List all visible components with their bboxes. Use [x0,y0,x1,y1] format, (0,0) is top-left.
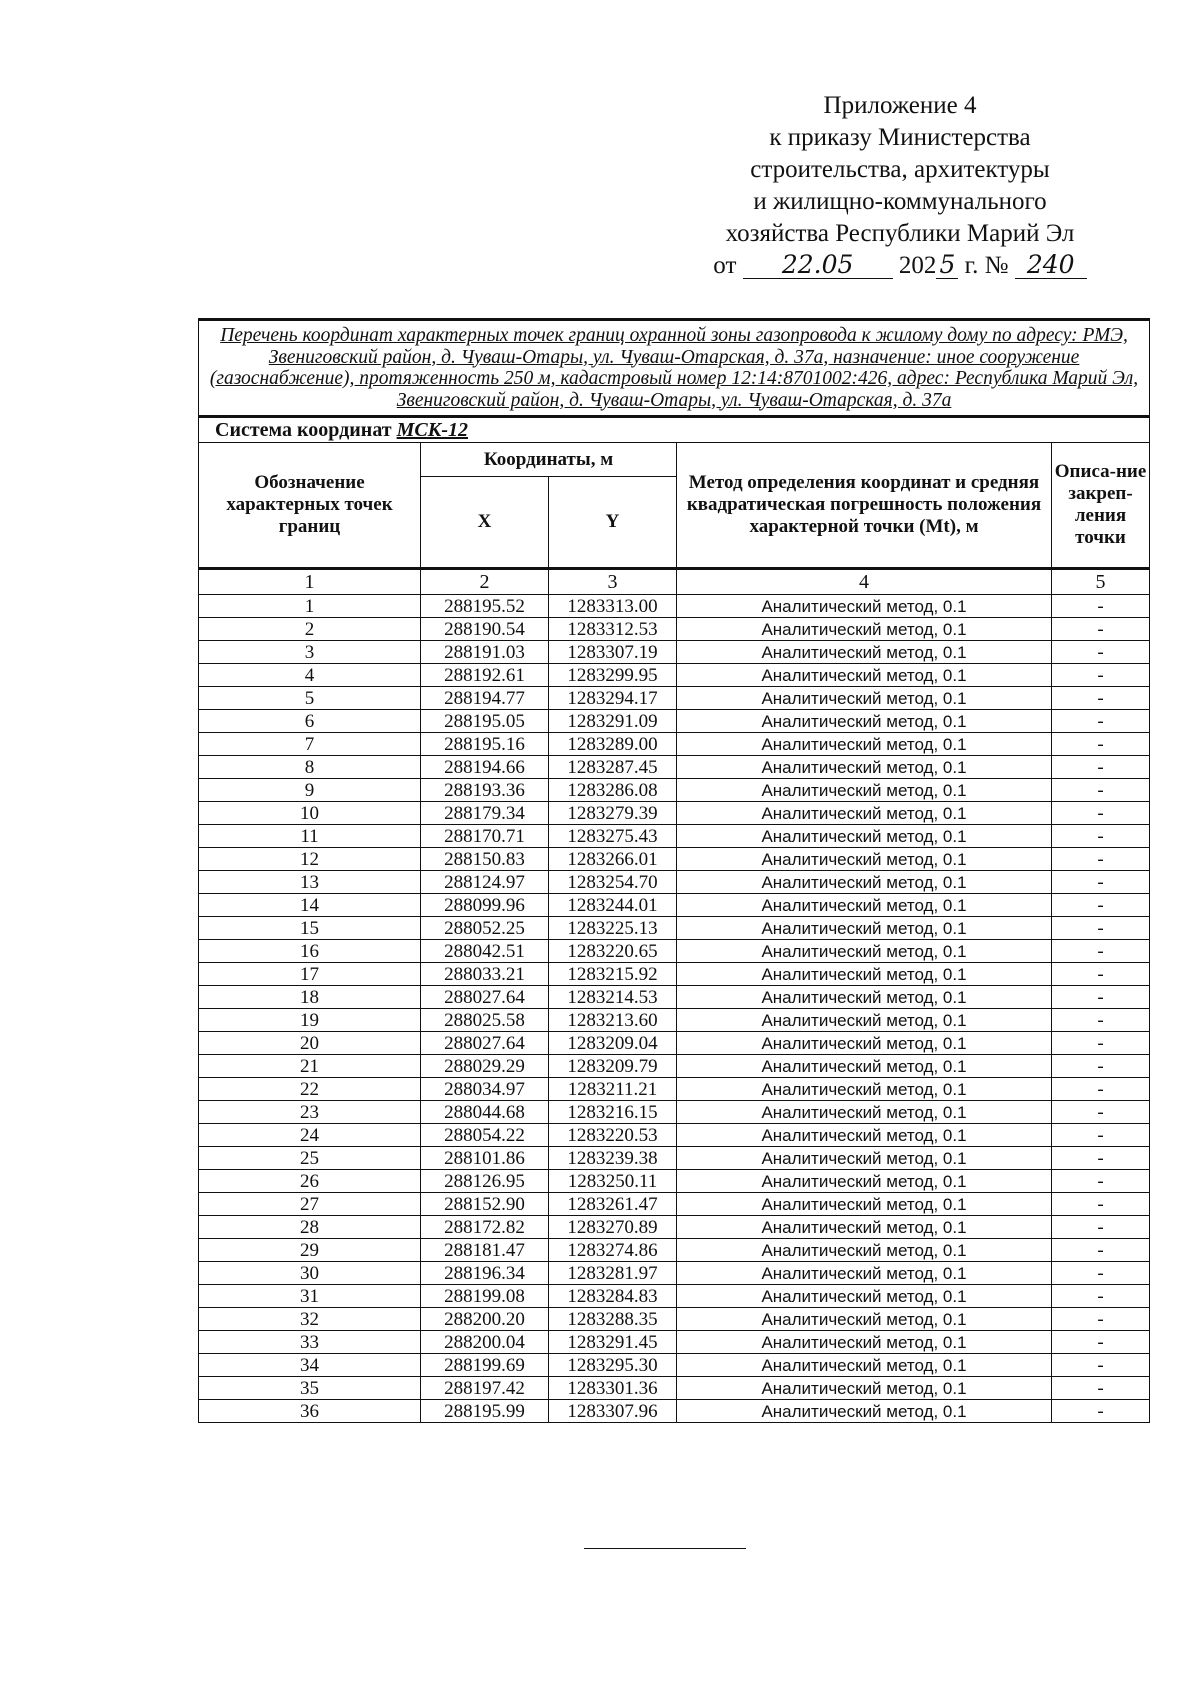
point-number-cell: 5 [199,687,421,710]
method-cell: Аналитический метод, 0.1 [677,595,1052,618]
method-cell: Аналитический метод, 0.1 [677,1239,1052,1262]
y-coordinate-cell: 1283213.60 [549,1009,677,1032]
x-coordinate-cell: 288029.29 [421,1055,549,1078]
description-cell: - [1052,1400,1150,1423]
method-cell: Аналитический метод, 0.1 [677,986,1052,1009]
y-coordinate-cell: 1283312.53 [549,618,677,641]
method-cell: Аналитический метод, 0.1 [677,1262,1052,1285]
x-coordinate-cell: 288193.36 [421,779,549,802]
x-coordinate-cell: 288200.04 [421,1331,549,1354]
point-number-cell: 6 [199,710,421,733]
description-cell: - [1052,1285,1150,1308]
coordinates-table [198,318,1150,1423]
x-coordinate-cell: 288199.69 [421,1354,549,1377]
description-cell: - [1052,1377,1150,1400]
header-point: Обозначение характерных точек границ [199,443,421,569]
method-cell: Аналитический метод, 0.1 [677,687,1052,710]
table-row [199,917,1150,940]
point-number-cell: 18 [199,986,421,1009]
method-cell: Аналитический метод, 0.1 [677,802,1052,825]
description-cell: - [1052,1354,1150,1377]
handwritten-year-digit: 5 [936,252,958,279]
x-coordinate-cell: 288126.95 [421,1170,549,1193]
method-cell: Аналитический метод, 0.1 [677,779,1052,802]
column-number: 1 [199,569,421,595]
method-cell: Аналитический метод, 0.1 [677,618,1052,641]
description-cell: - [1052,710,1150,733]
method-cell: Аналитический метод, 0.1 [677,1055,1052,1078]
column-number-row [199,569,1150,595]
column-number: 4 [677,569,1052,595]
table-row [199,871,1150,894]
point-number-cell: 29 [199,1239,421,1262]
description-cell: - [1052,1308,1150,1331]
description-cell: - [1052,687,1150,710]
table-row [199,986,1150,1009]
y-coordinate-cell: 1283220.65 [549,940,677,963]
description-cell: - [1052,595,1150,618]
point-number-cell: 31 [199,1285,421,1308]
description-cell: - [1052,1055,1150,1078]
method-cell: Аналитический метод, 0.1 [677,1193,1052,1216]
y-coordinate-cell: 1283301.36 [549,1377,677,1400]
description-cell: - [1052,1216,1150,1239]
description-cell: - [1052,756,1150,779]
description-cell: - [1052,940,1150,963]
column-number: 3 [549,569,677,595]
date-prefix: от [713,252,737,279]
header-line: Приложение 4 [823,92,977,119]
method-cell: Аналитический метод, 0.1 [677,1285,1052,1308]
point-number-cell: 24 [199,1124,421,1147]
footer-divider [584,1548,746,1549]
x-coordinate-cell: 288034.97 [421,1078,549,1101]
x-coordinate-cell: 288194.66 [421,756,549,779]
method-cell: Аналитический метод, 0.1 [677,1308,1052,1331]
header-x: X [421,477,549,569]
table-row [199,802,1150,825]
method-cell: Аналитический метод, 0.1 [677,1124,1052,1147]
point-number-cell: 4 [199,664,421,687]
point-number-cell: 1 [199,595,421,618]
header-coordinates: Координаты, м [421,443,677,477]
coordinate-system-label: Система координат [215,419,392,441]
header-line: строительства, архитектуры [750,156,1050,183]
document-header [640,90,1160,282]
order-date-line [640,250,1160,282]
method-cell: Аналитический метод, 0.1 [677,1400,1052,1423]
table-row [199,1216,1150,1239]
point-number-cell: 33 [199,1331,421,1354]
description-cell: - [1052,1147,1150,1170]
method-cell: Аналитический метод, 0.1 [677,756,1052,779]
y-coordinate-cell: 1283214.53 [549,986,677,1009]
x-coordinate-cell: 288179.34 [421,802,549,825]
header-line: к приказу Министерства [769,124,1031,151]
y-coordinate-cell: 1283289.00 [549,733,677,756]
y-coordinate-cell: 1283261.47 [549,1193,677,1216]
method-cell: Аналитический метод, 0.1 [677,1147,1052,1170]
x-coordinate-cell: 288200.20 [421,1308,549,1331]
handwritten-date: 22.05 [743,252,893,279]
x-coordinate-cell: 288025.58 [421,1009,549,1032]
y-coordinate-cell: 1283307.96 [549,1400,677,1423]
y-coordinate-cell: 1283295.30 [549,1354,677,1377]
description-cell: - [1052,733,1150,756]
point-number-cell: 26 [199,1170,421,1193]
y-coordinate-cell: 1283307.19 [549,641,677,664]
table-row [199,1124,1150,1147]
method-cell: Аналитический метод, 0.1 [677,1009,1052,1032]
description-cell: - [1052,1101,1150,1124]
table-row [199,687,1150,710]
x-coordinate-cell: 288033.21 [421,963,549,986]
x-coordinate-cell: 288191.03 [421,641,549,664]
description-cell: - [1052,1078,1150,1101]
y-coordinate-cell: 1283216.15 [549,1101,677,1124]
description-cell: - [1052,1239,1150,1262]
y-coordinate-cell: 1283275.43 [549,825,677,848]
point-number-cell: 36 [199,1400,421,1423]
method-cell: Аналитический метод, 0.1 [677,917,1052,940]
y-coordinate-cell: 1283294.17 [549,687,677,710]
table-row [199,940,1150,963]
y-coordinate-cell: 1283209.04 [549,1032,677,1055]
y-coordinate-cell: 1283270.89 [549,1216,677,1239]
description-cell: - [1052,917,1150,940]
x-coordinate-cell: 288195.16 [421,733,549,756]
table-row [199,641,1150,664]
table-row [199,1170,1150,1193]
point-number-cell: 32 [199,1308,421,1331]
method-cell: Аналитический метод, 0.1 [677,1032,1052,1055]
x-coordinate-cell: 288099.96 [421,894,549,917]
x-coordinate-cell: 288192.61 [421,664,549,687]
x-coordinate-cell: 288181.47 [421,1239,549,1262]
y-coordinate-cell: 1283254.70 [549,871,677,894]
description-cell: - [1052,1009,1150,1032]
x-coordinate-cell: 288172.82 [421,1216,549,1239]
table-row [199,733,1150,756]
point-number-cell: 3 [199,641,421,664]
coordinate-system-value: МСК-12 [396,419,468,441]
method-cell: Аналитический метод, 0.1 [677,1078,1052,1101]
header-description: Описа-ние закреп-ления точки [1052,443,1150,569]
x-coordinate-cell: 288195.05 [421,710,549,733]
table-row [199,1262,1150,1285]
y-coordinate-cell: 1283286.08 [549,779,677,802]
description-cell: - [1052,641,1150,664]
y-coordinate-cell: 1283299.95 [549,664,677,687]
x-coordinate-cell: 288042.51 [421,940,549,963]
table-row [199,1147,1150,1170]
method-cell: Аналитический метод, 0.1 [677,1170,1052,1193]
x-coordinate-cell: 288195.52 [421,595,549,618]
point-number-cell: 20 [199,1032,421,1055]
point-number-cell: 21 [199,1055,421,1078]
x-coordinate-cell: 288124.97 [421,871,549,894]
description-cell: - [1052,848,1150,871]
method-cell: Аналитический метод, 0.1 [677,825,1052,848]
method-cell: Аналитический метод, 0.1 [677,1101,1052,1124]
y-coordinate-cell: 1283250.11 [549,1170,677,1193]
method-cell: Аналитический метод, 0.1 [677,894,1052,917]
table-row [199,756,1150,779]
method-cell: Аналитический метод, 0.1 [677,1354,1052,1377]
handwritten-order-number: 240 [1015,252,1087,279]
method-cell: Аналитический метод, 0.1 [677,1377,1052,1400]
point-number-cell: 2 [199,618,421,641]
description-cell: - [1052,986,1150,1009]
table-row [199,1354,1150,1377]
x-coordinate-cell: 288197.42 [421,1377,549,1400]
method-cell: Аналитический метод, 0.1 [677,1216,1052,1239]
y-coordinate-cell: 1283220.53 [549,1124,677,1147]
point-number-cell: 34 [199,1354,421,1377]
description-cell: - [1052,825,1150,848]
point-number-cell: 25 [199,1147,421,1170]
table-row [199,710,1150,733]
x-coordinate-cell: 288196.34 [421,1262,549,1285]
method-cell: Аналитический метод, 0.1 [677,848,1052,871]
point-number-cell: 13 [199,871,421,894]
point-number-cell: 11 [199,825,421,848]
table-row [199,618,1150,641]
method-cell: Аналитический метод, 0.1 [677,963,1052,986]
y-coordinate-cell: 1283313.00 [549,595,677,618]
table-row [199,779,1150,802]
table-row [199,1032,1150,1055]
point-number-cell: 12 [199,848,421,871]
table-row [199,1101,1150,1124]
description-cell: - [1052,894,1150,917]
point-number-cell: 16 [199,940,421,963]
description-cell: - [1052,618,1150,641]
x-coordinate-cell: 288150.83 [421,848,549,871]
point-number-cell: 19 [199,1009,421,1032]
header-line: хозяйства Республики Марий Эл [725,220,1075,247]
table-row [199,1009,1150,1032]
table-row [199,1055,1150,1078]
number-label: г. № [964,252,1009,279]
table-row [199,1400,1150,1423]
x-coordinate-cell: 288027.64 [421,986,549,1009]
table-row [199,595,1150,618]
x-coordinate-cell: 288194.77 [421,687,549,710]
table-row [199,1193,1150,1216]
y-coordinate-cell: 1283281.97 [549,1262,677,1285]
point-number-cell: 27 [199,1193,421,1216]
description-cell: - [1052,664,1150,687]
y-coordinate-cell: 1283244.01 [549,894,677,917]
x-coordinate-cell: 288195.99 [421,1400,549,1423]
table-row [199,1331,1150,1354]
table-row [199,894,1150,917]
y-coordinate-cell: 1283215.92 [549,963,677,986]
point-number-cell: 9 [199,779,421,802]
y-coordinate-cell: 1283211.21 [549,1078,677,1101]
y-coordinate-cell: 1283239.38 [549,1147,677,1170]
y-coordinate-cell: 1283284.83 [549,1285,677,1308]
table-row [199,1308,1150,1331]
column-number: 2 [421,569,549,595]
coordinate-system [199,417,1150,443]
year-prefix: 202 [898,252,937,279]
table-row [199,664,1150,687]
method-cell: Аналитический метод, 0.1 [677,940,1052,963]
method-cell: Аналитический метод, 0.1 [677,871,1052,894]
y-coordinate-cell: 1283225.13 [549,917,677,940]
table-row [199,1078,1150,1101]
x-coordinate-cell: 288199.08 [421,1285,549,1308]
description-cell: - [1052,1032,1150,1055]
point-number-cell: 10 [199,802,421,825]
y-coordinate-cell: 1283209.79 [549,1055,677,1078]
description-cell: - [1052,963,1150,986]
x-coordinate-cell: 288170.71 [421,825,549,848]
description-cell: - [1052,1262,1150,1285]
header-method: Метод определения координат и средняя квадратическая погрешность положения характерной точки (Mt), м [677,443,1052,569]
y-coordinate-cell: 1283287.45 [549,756,677,779]
description-cell: - [1052,1193,1150,1216]
method-cell: Аналитический метод, 0.1 [677,733,1052,756]
point-number-cell: 7 [199,733,421,756]
method-cell: Аналитический метод, 0.1 [677,1331,1052,1354]
description-cell: - [1052,779,1150,802]
column-number: 5 [1052,569,1150,595]
x-coordinate-cell: 288027.64 [421,1032,549,1055]
description-cell: - [1052,1170,1150,1193]
x-coordinate-cell: 288101.86 [421,1147,549,1170]
point-number-cell: 22 [199,1078,421,1101]
description-cell: - [1052,1331,1150,1354]
description-cell: - [1052,871,1150,894]
point-number-cell: 28 [199,1216,421,1239]
description-cell: - [1052,802,1150,825]
method-cell: Аналитический метод, 0.1 [677,710,1052,733]
method-cell: Аналитический метод, 0.1 [677,641,1052,664]
table-title: Перечень координат характерных точек границ охранной зоны газопровода к жилому дому по адресу: РМЭ, Звениговский район, д. Чуваш-Отары, ул. Чуваш-Отарская, д. 37а, назначение: иное сооружение (газоснабжение), протяженность 250 м, кадастровый номер 12:14:8701002:426, адрес: Республика Марий Эл, Звениговский район, д. Чуваш-Отары, ул. Чуваш-Отарская, д. 37а [199,320,1150,417]
table-row [199,1239,1150,1262]
description-cell: - [1052,1124,1150,1147]
header-line: и жилищно-коммунального [753,188,1047,215]
table-row [199,1285,1150,1308]
y-coordinate-cell: 1283279.39 [549,802,677,825]
x-coordinate-cell: 288044.68 [421,1101,549,1124]
y-coordinate-cell: 1283291.09 [549,710,677,733]
table-row [199,1377,1150,1400]
y-coordinate-cell: 1283288.35 [549,1308,677,1331]
y-coordinate-cell: 1283274.86 [549,1239,677,1262]
point-number-cell: 23 [199,1101,421,1124]
method-cell: Аналитический метод, 0.1 [677,664,1052,687]
point-number-cell: 35 [199,1377,421,1400]
table-row [199,825,1150,848]
table-row [199,848,1150,871]
y-coordinate-cell: 1283266.01 [549,848,677,871]
x-coordinate-cell: 288190.54 [421,618,549,641]
point-number-cell: 15 [199,917,421,940]
point-number-cell: 8 [199,756,421,779]
x-coordinate-cell: 288052.25 [421,917,549,940]
point-number-cell: 17 [199,963,421,986]
x-coordinate-cell: 288054.22 [421,1124,549,1147]
y-coordinate-cell: 1283291.45 [549,1331,677,1354]
x-coordinate-cell: 288152.90 [421,1193,549,1216]
point-number-cell: 14 [199,894,421,917]
point-number-cell: 30 [199,1262,421,1285]
header-y: Y [549,477,677,569]
table-row [199,963,1150,986]
